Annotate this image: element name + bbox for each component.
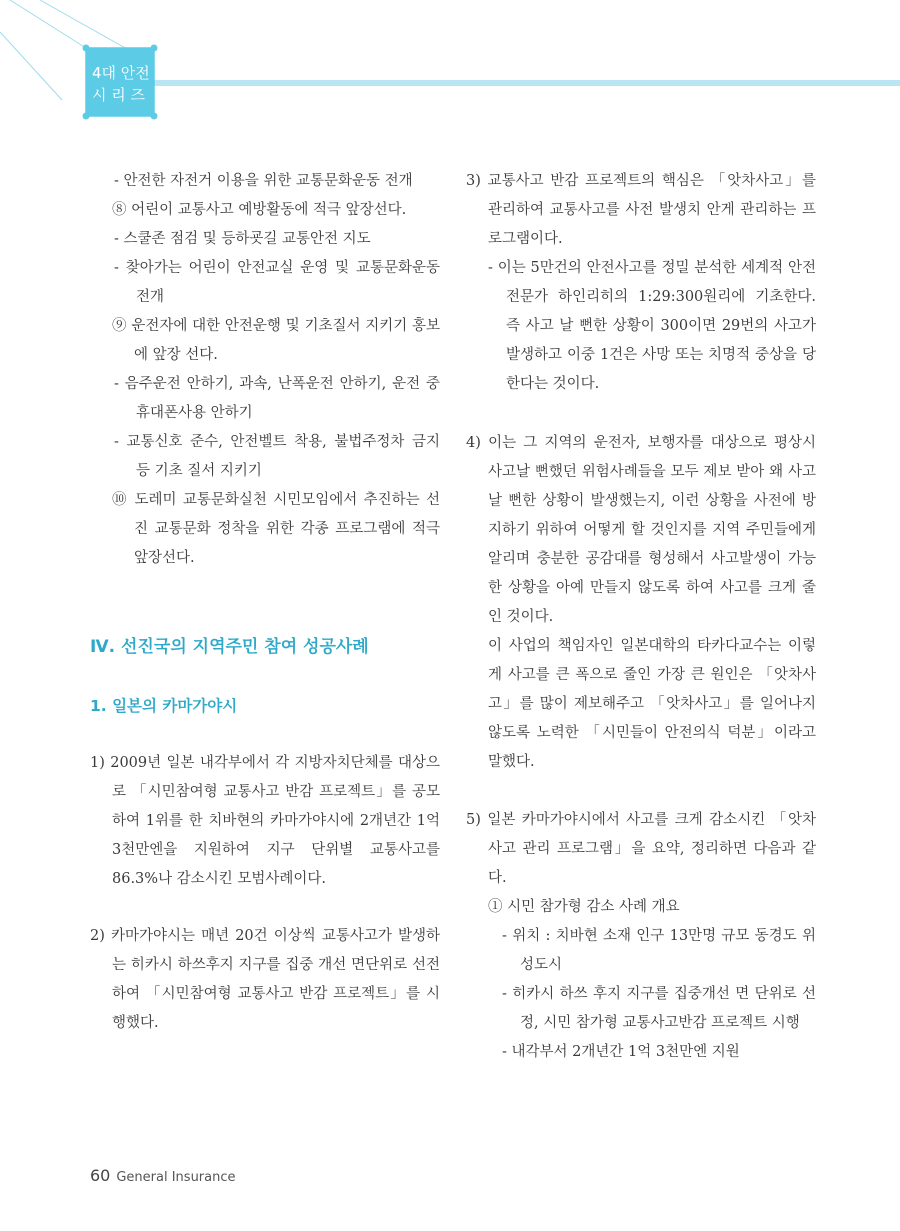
paragraph-5-bullet-district: - 히카시 하쓰 후지 지구를 집중개선 면 단위로 선정, 시민 참가형 교통사고반감 프로젝트 시행 [502, 986, 816, 1031]
publication-name: General Insurance [116, 1170, 236, 1185]
item-10: ⑩ 도레미 교통문화실천 시민모임에서 추진하는 선진 교통문화 정착을 위한 각종 프로그램에 적극 앞장선다. [112, 492, 440, 566]
paragraph-2: 2) 카마가야시는 매년 20건 이상씩 교통사고가 발생하는 히카시 하쓰후지 지구를 집중 개선 면단위로 선전하여 「시민참여형 교통사고 반감 프로젝트」를 시행했다. [90, 928, 440, 1031]
item-8: ⑧ 어린이 교통사고 예방활동에 적극 앞장선다. [112, 202, 407, 218]
paragraph-4-continued: 이 사업의 책임자인 일본대학의 타카다교수는 이렇게 사고를 큰 폭으로 줄인 가장 큰 원인은 「앗차사고」를 많이 제보해주고 「앗차사고」를 일어나지 않도록 노력한 「시민들이 안전의식 덕분」이라고 말했다. [488, 638, 816, 770]
item-8-bullet-b: - 찾아가는 어린이 안전교실 운영 및 교통문화운동 전개 [114, 260, 440, 305]
paragraph-5: 5) 일본 카마가야시에서 사고를 크게 감소시킨 「앗차사고 관리 프로그램」을 요약, 정리하면 다음과 같다. [466, 812, 816, 886]
item-9-bullet-a: - 음주운전 안하기, 과속, 난폭운전 안하기, 운전 중 휴대폰사용 안하기 [114, 376, 440, 421]
paragraph-3-bullet: - 이는 5만건의 안전사고를 정밀 분석한 세계적 안전 전문가 하인리히의 1:29:300원리에 기초한다. 즉 사고 날 뻔한 상황이 300이면 29번의 사고가 발생하고 이중 1건은 사망 또는 치명적 중상을 당한다는 것이다. [488, 260, 816, 392]
left-column [90, 167, 440, 1038]
paragraph-3: 3) 교통사고 반감 프로젝트의 핵심은 「앗차사고」를 관리하여 교통사고를 사전 발생치 안게 관리하는 프로그램이다. [466, 173, 816, 247]
series-tag-line2: 시 리 즈 [92, 86, 146, 104]
series-tag-line1: 4대 안전 [92, 64, 150, 82]
bullet-bicycle: - 안전한 자전거 이용을 위한 교통문화운동 전개 [114, 173, 413, 189]
page-footer [90, 1166, 236, 1185]
series-tag [86, 48, 154, 116]
paragraph-5-bullet-funding: - 내각부서 2개년간 1억 3천만엔 지원 [502, 1044, 740, 1060]
paragraph-5-item-1: ① 시민 참가형 감소 사례 개요 [488, 899, 680, 915]
paragraph-1: 1) 2009년 일본 내각부에서 각 지방자치단체를 대상으로 「시민참여형 교통사고 반감 프로젝트」를 공모하여 1위를 한 치바현의 카마가야시에 2개년간 1억 3천만엔을 지원하여 지구 단위별 교통사고를 86.3%나 감소시킨 모범사례이다. [90, 755, 440, 887]
item-9: ⑨ 운전자에 대한 안전운행 및 기초질서 지키기 홍보에 앞장 선다. [112, 318, 440, 363]
section-title: Ⅳ. 선진국의 지역주민 참여 성공사례 [90, 637, 369, 657]
item-8-bullet-a: - 스쿨존 점검 및 등하굣길 교통안전 지도 [114, 231, 371, 247]
item-9-bullet-b: - 교통신호 준수, 안전벨트 착용, 불법주정차 금지 등 기초 질서 지키기 [114, 434, 440, 479]
subsection-title: 1. 일본의 카마가야시 [90, 697, 238, 715]
paragraph-5-bullet-location: - 위치 : 치바현 소재 인구 13만명 규모 동경도 위성도시 [502, 928, 816, 973]
right-column [466, 167, 816, 1067]
page-number: 60 [90, 1166, 111, 1185]
paragraph-4: 4) 이는 그 지역의 운전자, 보행자를 대상으로 평상시 사고날 뻔했던 위험사례들을 모두 제보 받아 왜 사고날 뻔한 상황이 발생했는지, 이런 상황을 사전에 방지하기 위하여 어떻게 할 것인지를 지역 주민들에게 알리며 충분한 공감대를 형성해서 사고발생이 가능한 상황을 아예 만들지 않도록 하여 사고를 크게 줄인 것이다. [466, 435, 816, 625]
